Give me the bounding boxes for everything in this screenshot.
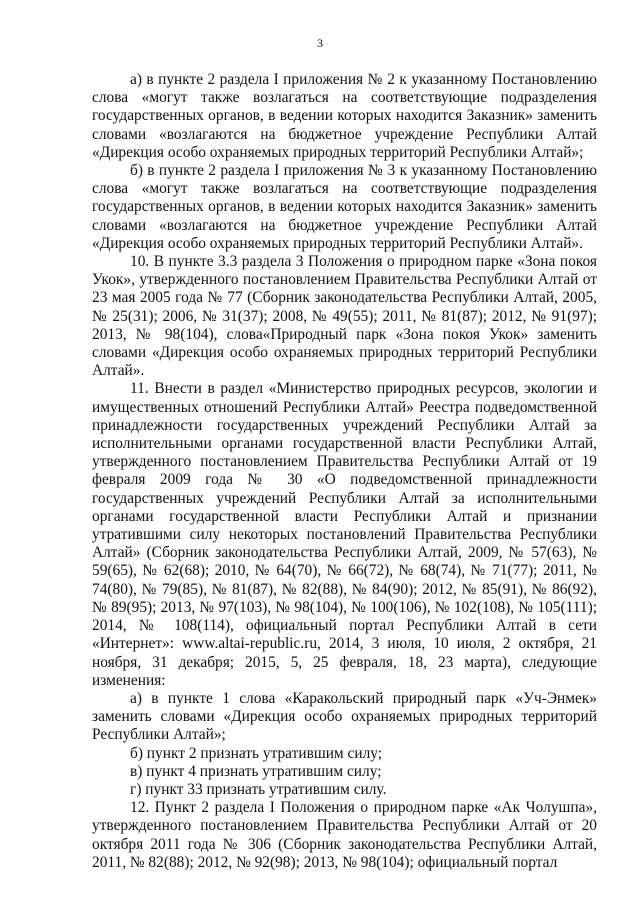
paragraph-11b: б) пункт 2 признать утратившим силу; (130, 744, 383, 762)
paragraph-12: 12. Пункт 2 раздела I Положения о природном парке «Ак Чолушпа», утвержденного постановлением Правительства Республики Алтай от 20 октября 2011 года № 306 (Сборник законодательства Республики Алтай, 2011, № 82(88); 2012, № 92(98); 2013, № 98(104); официальный портал (92, 799, 597, 871)
document-body (92, 71, 597, 872)
paragraph-11: 11. Внести в раздел «Министерство природных ресурсов, экологии и имущественных отношений Республики Алтай» Реестра подведомственной принадлежности государственных учреждений Республики Алтай за исполнительными органами государственной власти Республики Алтай, утвержденного постановлением Правительства Республики Алтай от 19 февраля 2009 года № 30 «О подведомственной принадлежности государственных учреждений Республики Алтай за исполнительными органами государственной власти Республики Алтай и признании утратившими силу некоторых постановлений Правительства Республики Алтай» (Сборник законодательства Республики Алтай, 2009, № 57(63), № 59(65), № 62(68); 2010, № 64(70), № 66(72), № 68(74), № 71(77); 2011, № 74(80), № 79(85), № 81(87), № 82(88), № 84(90); 2012, № 85(91), № 86(92), № 89(95); 2013, № 97(103), № 98(104), № 100(106), № 102(108), № 105(111); 2014, № 108(114), официальный портал Республики Алтай в сети «Интернет»: www.altai-republic.ru, 2014, 3 июля, 10 июля, 2 октября, 21 ноября, 31 декабря; 2015, 5, 25 февраля, 18, 23 марта), следующие изменения: (92, 380, 597, 689)
paragraph-11a: а) в пункте 1 слова «Каракольский природный парк «Уч-Энмек» заменить словами «Дирекция особо охраняемых природных территорий Республики Алтай»; (92, 689, 597, 744)
paragraph-9a: а) в пункте 2 раздела I приложения № 2 к указанному Постановлению слова «могут также возлагаться на соответствующие подразделения государственных органов, в ведении которых находится Заказник» заменить словами «возлагаются на бюджетное учреждение Республики Алтай «Дирекция особо охраняемых природных территорий Республики Алтай»; (92, 71, 597, 161)
paragraph-11d: г) пункт 33 признать утратившим силу. (130, 780, 387, 798)
paragraph-11c: в) пункт 4 признать утратившим силу; (130, 762, 382, 780)
paragraph-9b: б) в пункте 2 раздела I приложения № 3 к указанному Постановлению слова «могут также возлагаться на соответствующие подразделения государственных органов, в ведении которых находится Заказник» заменить словами «возлагаются на бюджетное учреждение Республики Алтай «Дирекция особо охраняемых природных территорий Республики Алтай». (92, 162, 597, 252)
page-number: 3 (317, 36, 323, 50)
paragraph-10: 10. В пункте 3.3 раздела 3 Положения о природном парке «Зона покоя Укок», утвержденного постановлением Правительства Республики Алтай от 23 мая 2005 года № 77 (Сборник законодательства Республики Алтай, 2005, № 25(31); 2006, № 31(37); 2008, № 49(55); 2011, № 81(87); 2012, № 91(97); 2013, № 98(104), слова«Природный парк «Зона покоя Укок» заменить словами «Дирекция особо охраняемых природных территорий Республики Алтай». (92, 253, 597, 380)
